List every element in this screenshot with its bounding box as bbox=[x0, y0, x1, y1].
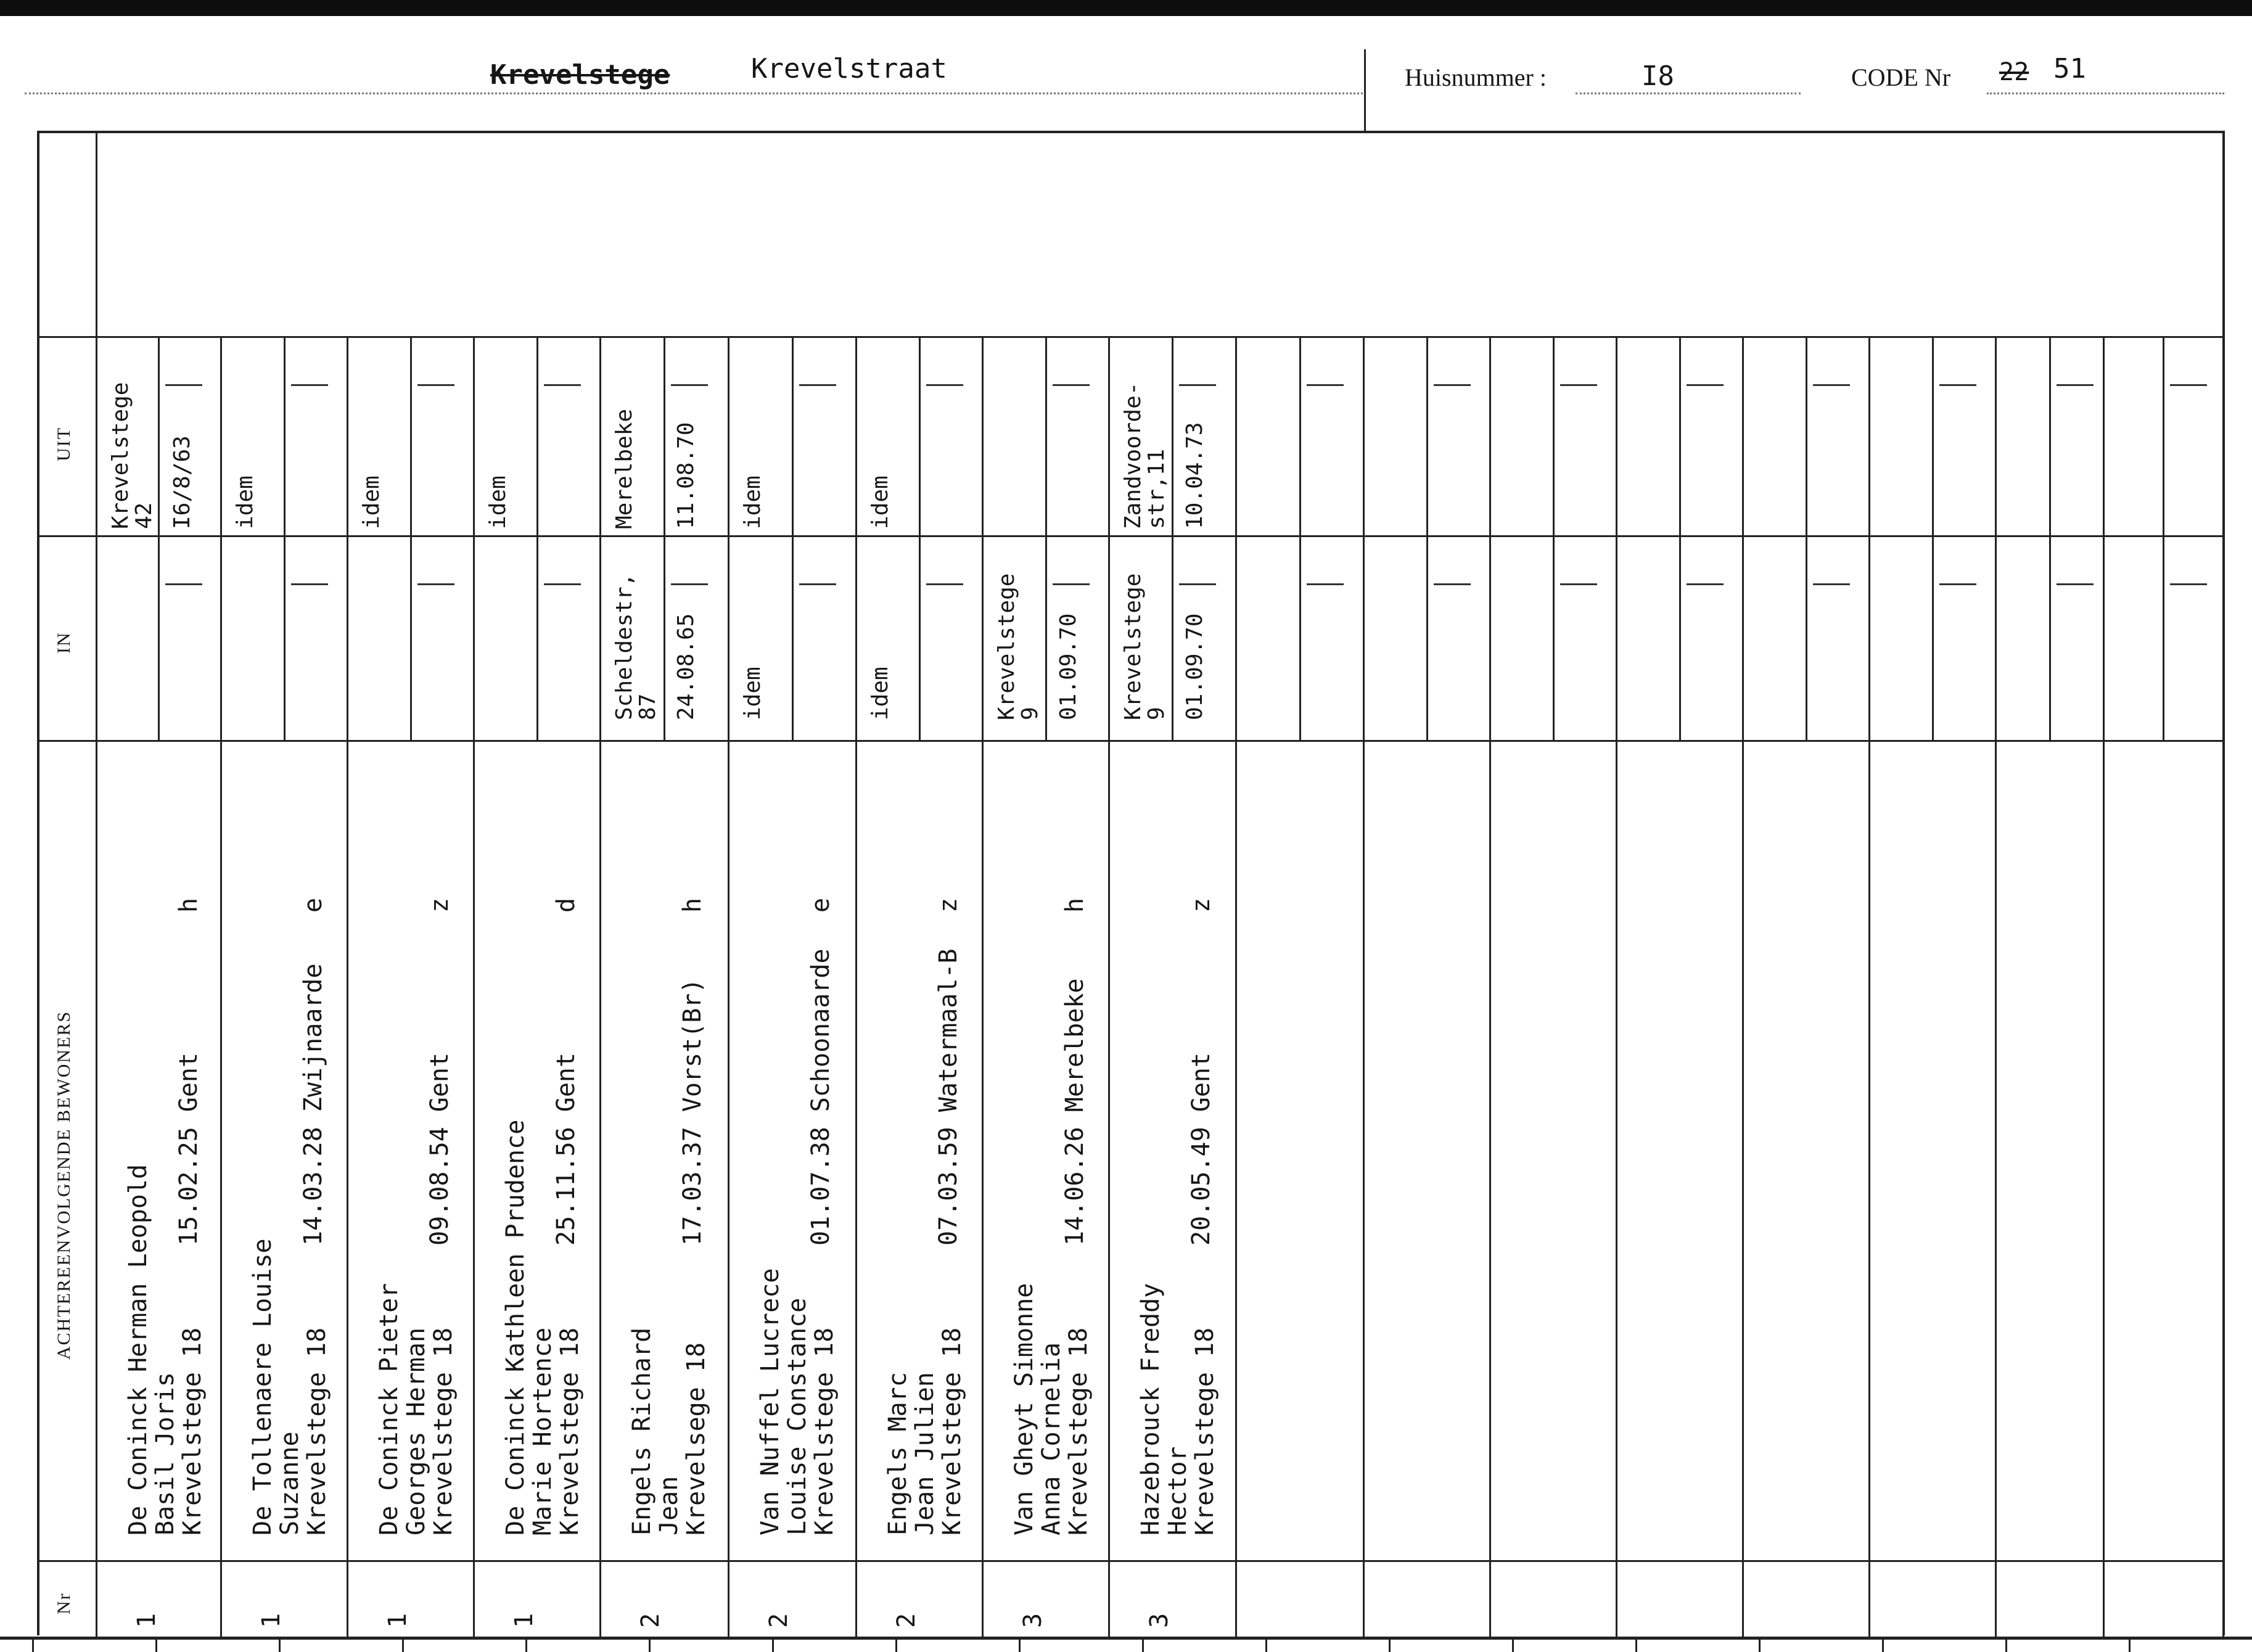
placeholder-dash-uit bbox=[2170, 384, 2207, 386]
column-divider-12 bbox=[1616, 336, 1617, 1637]
record-birth: 01.07.38 Schoonaarde bbox=[807, 948, 835, 1246]
subcolumn-divider-7 bbox=[1045, 336, 1047, 740]
column-divider-17 bbox=[2222, 336, 2224, 1637]
record-birth: 15.02.25 Gent bbox=[175, 1052, 203, 1246]
placeholder-dash-uit bbox=[1560, 384, 1597, 386]
placeholder-dash-uit bbox=[291, 384, 328, 386]
column-label-nr: Nr bbox=[54, 1592, 74, 1614]
subcolumn-divider-1 bbox=[284, 336, 286, 740]
record-uit-place: idem bbox=[485, 475, 511, 529]
record-tag: h bbox=[678, 897, 707, 913]
record-name-line1: De Tollenaere Louise bbox=[249, 1238, 277, 1535]
bottom-tick bbox=[649, 1638, 651, 1652]
record-birth: 25.11.56 Gent bbox=[552, 1052, 580, 1246]
placeholder-dash-uit bbox=[1053, 384, 1090, 386]
record-tag: h bbox=[175, 897, 203, 913]
subcolumn-divider-16 bbox=[2163, 336, 2164, 740]
subcolumn-divider-3 bbox=[536, 336, 538, 740]
code-value-struck: 22 bbox=[1999, 58, 2029, 86]
placeholder-dash-in bbox=[417, 583, 454, 585]
record-in-place: Scheldestr, 87 bbox=[612, 573, 660, 720]
record-birth: 14.06.26 Merelbeke bbox=[1061, 978, 1089, 1246]
huisnummer-label: Huisnummer : bbox=[1405, 64, 1547, 91]
bottom-tick bbox=[2129, 1638, 2131, 1652]
record-address: Krevelstege 18 bbox=[938, 1327, 966, 1535]
subcolumn-divider-12 bbox=[1679, 336, 1681, 740]
record-tag: d bbox=[552, 897, 580, 913]
record-uit-date: I6/8/63 bbox=[170, 435, 195, 529]
record-name-line2: Marie Hortence bbox=[528, 1327, 557, 1535]
column-divider-16 bbox=[2103, 336, 2105, 1637]
huisnummer-dotline bbox=[1576, 92, 1801, 94]
bottom-tick bbox=[1389, 1638, 1391, 1652]
placeholder-dash-uit bbox=[799, 384, 836, 386]
table-bottom-rule bbox=[0, 1637, 2252, 1640]
record-nr: 1 bbox=[133, 1613, 161, 1628]
bottom-tick bbox=[1759, 1638, 1761, 1652]
record-in-date: 24.08.65 bbox=[673, 613, 699, 720]
bottom-tick bbox=[155, 1638, 157, 1652]
column-label-uit: UIT bbox=[54, 427, 74, 461]
record-name-line1: De Coninck Pieter bbox=[375, 1283, 403, 1535]
bottom-tick bbox=[1512, 1638, 1514, 1652]
record-nr: 2 bbox=[636, 1613, 665, 1628]
column-divider-0 bbox=[96, 131, 97, 1637]
column-divider-5 bbox=[728, 336, 729, 1637]
record-tag: z bbox=[934, 897, 963, 913]
record-birth: 17.03.37 Vorst(Br) bbox=[678, 978, 707, 1246]
record-name-line2: Louise Constance bbox=[783, 1297, 812, 1535]
bottom-tick bbox=[2005, 1638, 2007, 1652]
column-divider-13 bbox=[1742, 336, 1744, 1637]
record-address: Krevelstege 18 bbox=[556, 1327, 584, 1535]
record-name-line2: Jean bbox=[655, 1476, 683, 1535]
header-divider bbox=[1364, 49, 1366, 131]
placeholder-dash-in bbox=[544, 583, 581, 585]
table-frame bbox=[37, 131, 2225, 1635]
record-uit-place: idem bbox=[232, 475, 258, 529]
record-uit-date: 11.08.70 bbox=[673, 422, 699, 529]
column-divider-6 bbox=[855, 336, 857, 1637]
placeholder-dash-uit bbox=[1687, 384, 1724, 386]
record-in-date: 01.09.70 bbox=[1056, 613, 1081, 720]
record-name-line2: Anna Cornelia bbox=[1037, 1342, 1066, 1535]
subcolumn-divider-4 bbox=[664, 336, 665, 740]
bottom-tick bbox=[1265, 1638, 1267, 1652]
bottom-tick bbox=[772, 1638, 774, 1652]
subcolumn-divider-9 bbox=[1299, 336, 1301, 740]
code-value: 51 bbox=[2053, 53, 2086, 84]
subcolumn-divider-14 bbox=[1932, 336, 1934, 740]
placeholder-dash-uit bbox=[417, 384, 454, 386]
record-name-line2: Basil Joris bbox=[151, 1372, 179, 1535]
record-nr: 2 bbox=[765, 1613, 793, 1628]
record-name-line1: Hazebrouck Freddy bbox=[1136, 1283, 1165, 1535]
subcolumn-divider-11 bbox=[1553, 336, 1555, 740]
placeholder-dash-uit bbox=[926, 384, 963, 386]
column-divider-14 bbox=[1868, 336, 1870, 1637]
subcolumn-divider-5 bbox=[792, 336, 794, 740]
column-divider-2 bbox=[347, 336, 348, 1637]
placeholder-dash-uit bbox=[1813, 384, 1850, 386]
record-address: Krevelstege 18 bbox=[429, 1327, 458, 1535]
code-label: CODE Nr bbox=[1851, 64, 1951, 91]
record-uit-place: Krevelstege 42 bbox=[108, 382, 157, 529]
record-birth: 20.05.49 Gent bbox=[1187, 1052, 1215, 1246]
street-new: Krevelstraat bbox=[751, 53, 947, 84]
record-name-line1: Van Gheyt Simonne bbox=[1010, 1283, 1038, 1535]
subcolumn-divider-2 bbox=[410, 336, 412, 740]
record-name-line2: Suzanne bbox=[276, 1431, 304, 1535]
column-divider-3 bbox=[473, 336, 475, 1637]
placeholder-dash-in bbox=[1053, 583, 1090, 585]
section-divider-2 bbox=[37, 740, 2222, 742]
street-old: Krevelstege bbox=[490, 59, 670, 91]
column-divider-4 bbox=[599, 336, 601, 1637]
placeholder-dash-in bbox=[1687, 583, 1724, 585]
code-dotline bbox=[1987, 92, 2224, 94]
record-uit-place: idem bbox=[868, 475, 893, 529]
placeholder-dash-in bbox=[926, 583, 963, 585]
subcolumn-divider-15 bbox=[2049, 336, 2051, 740]
placeholder-dash-uit bbox=[165, 384, 202, 386]
record-in-place: idem bbox=[740, 667, 765, 720]
record-tag: z bbox=[1187, 897, 1215, 913]
placeholder-dash-in bbox=[1434, 583, 1471, 585]
record-name-line2: Georges Herman bbox=[402, 1327, 430, 1535]
bottom-tick bbox=[1882, 1638, 1884, 1652]
placeholder-dash-uit bbox=[1307, 384, 1344, 386]
record-tag: e bbox=[299, 897, 327, 913]
record-nr: 3 bbox=[1145, 1613, 1173, 1628]
subcolumn-divider-0 bbox=[158, 336, 160, 740]
record-name-line1: Engels Richard bbox=[628, 1327, 656, 1535]
record-uit-date: 10.04.73 bbox=[1182, 422, 1207, 529]
record-address: Krevelstege 18 bbox=[303, 1327, 331, 1535]
record-address: Krevelstege 18 bbox=[1191, 1327, 1219, 1535]
placeholder-dash-in bbox=[1939, 583, 1976, 585]
placeholder-dash-in bbox=[1560, 583, 1597, 585]
placeholder-dash-in bbox=[1307, 583, 1344, 585]
placeholder-dash-in bbox=[671, 583, 708, 585]
placeholder-dash-uit bbox=[1434, 384, 1471, 386]
bottom-tick bbox=[1142, 1638, 1144, 1652]
placeholder-dash-uit bbox=[544, 384, 581, 386]
record-nr: 1 bbox=[510, 1613, 538, 1628]
scan-top-border bbox=[0, 0, 2252, 16]
column-label-in: IN bbox=[54, 631, 74, 654]
record-nr: 2 bbox=[892, 1613, 921, 1628]
record-in-place: Krevelstege 9 bbox=[1120, 573, 1169, 720]
street-dotline bbox=[25, 92, 1363, 94]
record-name-line1: De Coninck Kathleen Prudence bbox=[501, 1119, 530, 1535]
record-tag: h bbox=[1061, 897, 1089, 913]
column-divider-10 bbox=[1363, 336, 1365, 1637]
column-divider-11 bbox=[1489, 336, 1491, 1637]
record-address: Krevelstege 18 bbox=[810, 1327, 839, 1535]
placeholder-dash-in bbox=[799, 583, 836, 585]
column-divider-8 bbox=[1108, 336, 1110, 1637]
column-divider-7 bbox=[982, 336, 984, 1637]
placeholder-dash-uit bbox=[1179, 384, 1216, 386]
record-name-line1: De Coninck Herman Leopold bbox=[124, 1164, 152, 1535]
record-address: Krevelstege 18 bbox=[178, 1327, 207, 1535]
placeholder-dash-in bbox=[2057, 583, 2094, 585]
record-nr: 1 bbox=[384, 1613, 412, 1628]
record-name-line2: Hector bbox=[1164, 1446, 1192, 1535]
placeholder-dash-in bbox=[1179, 583, 1216, 585]
record-birth: 07.03.59 Watermaal-B bbox=[934, 948, 963, 1246]
placeholder-dash-uit bbox=[1939, 384, 1976, 386]
subcolumn-divider-10 bbox=[1426, 336, 1428, 740]
record-uit-place: Merelbeke bbox=[612, 408, 637, 529]
column-divider-1 bbox=[220, 336, 222, 1637]
record-nr: 3 bbox=[1019, 1613, 1047, 1628]
record-name-line1: Engels Marc bbox=[884, 1372, 912, 1535]
column-divider-9 bbox=[1235, 336, 1237, 1637]
bottom-tick bbox=[895, 1638, 897, 1652]
section-divider-0 bbox=[37, 336, 2222, 338]
record-address: Krevelstege 18 bbox=[1064, 1327, 1093, 1535]
record-uit-place: idem bbox=[359, 475, 384, 529]
record-in-date: 01.09.70 bbox=[1182, 613, 1207, 720]
bottom-tick bbox=[1019, 1638, 1021, 1652]
bottom-tick bbox=[279, 1638, 281, 1652]
subcolumn-divider-13 bbox=[1806, 336, 1807, 740]
subcolumn-divider-6 bbox=[919, 336, 921, 740]
record-in-place: Krevelstege 9 bbox=[994, 573, 1043, 720]
placeholder-dash-uit bbox=[671, 384, 708, 386]
record-name-line1: Van Nuffel Lucrece bbox=[756, 1268, 784, 1535]
bottom-tick bbox=[32, 1638, 34, 1652]
record-name-line2: Jean Julien bbox=[911, 1372, 939, 1535]
section-divider-1 bbox=[37, 535, 2222, 537]
column-divider-15 bbox=[1995, 336, 1997, 1637]
record-in-place: idem bbox=[868, 667, 893, 720]
huisnummer-value: I8 bbox=[1642, 60, 1674, 92]
record-nr: 1 bbox=[257, 1613, 286, 1628]
placeholder-dash-in bbox=[291, 583, 328, 585]
record-birth: 09.08.54 Gent bbox=[425, 1052, 454, 1246]
bottom-tick bbox=[525, 1638, 527, 1652]
placeholder-dash-in bbox=[1813, 583, 1850, 585]
placeholder-dash-uit bbox=[2057, 384, 2094, 386]
record-uit-place: Zandvoorde- str,11 bbox=[1120, 382, 1169, 529]
column-label-bewoners: ACHTEREENVOLGENDE BEWONERS bbox=[54, 1010, 74, 1360]
record-tag: e bbox=[807, 897, 835, 913]
record-uit-place: idem bbox=[740, 475, 765, 529]
bottom-tick bbox=[1635, 1638, 1637, 1652]
record-tag: z bbox=[425, 897, 454, 913]
placeholder-dash-in bbox=[2170, 583, 2207, 585]
record-birth: 14.03.28 Zwijnaarde bbox=[299, 963, 327, 1246]
section-divider-3 bbox=[37, 1560, 2222, 1562]
placeholder-dash-in bbox=[165, 583, 202, 585]
bottom-tick bbox=[402, 1638, 404, 1652]
subcolumn-divider-8 bbox=[1172, 336, 1173, 740]
record-address: Krevelsege 18 bbox=[682, 1342, 710, 1535]
